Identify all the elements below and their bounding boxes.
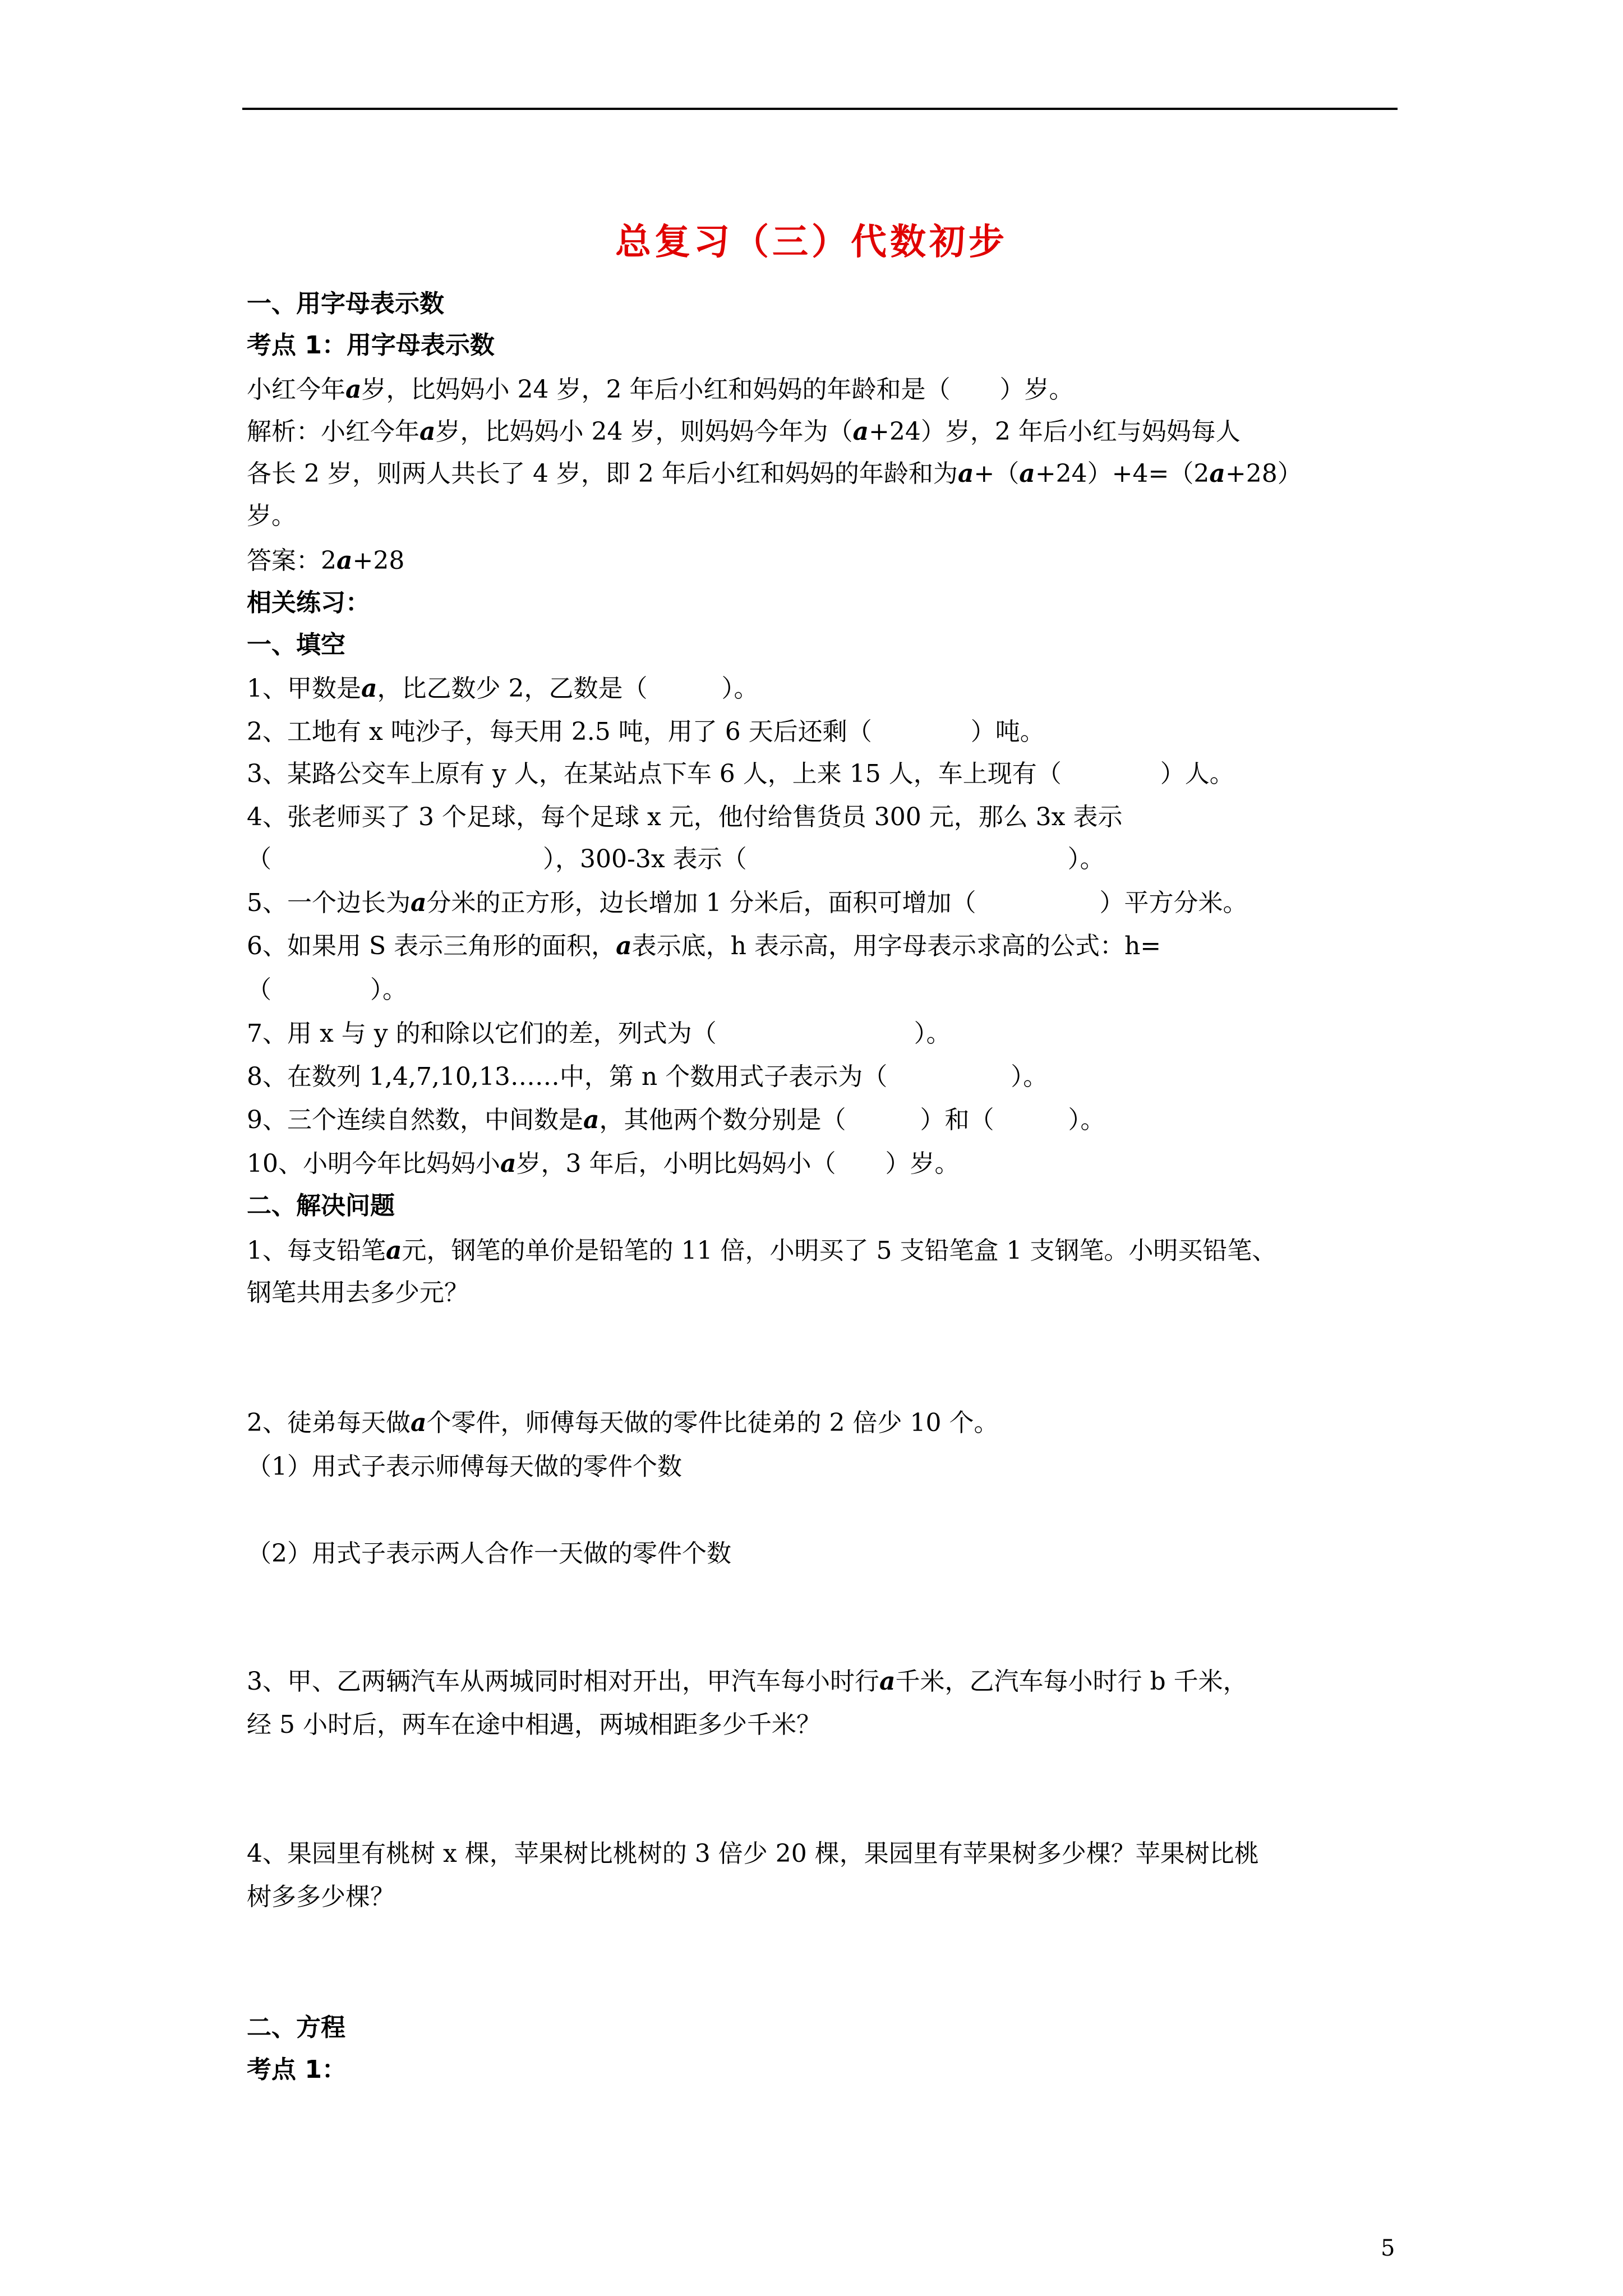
fill-item-4-cont: （ ），300-3x 表示（ ）。 [247, 845, 1105, 873]
exam-point-2: 考点 1： [247, 2055, 347, 2084]
problem-3-cont: 经 5 小时后，两车在途中相遇，两城相距多少千米？ [247, 1710, 821, 1739]
fill-item-2: 2、工地有 x 吨沙子，每天用 2.5 吨，用了 6 天后还剩（ ）吨。 [247, 717, 1045, 746]
fill-item-6-cont: （ ）。 [247, 976, 407, 1004]
problem-4: 4、果园里有桃树 x 棵，苹果树比桃树的 3 倍少 20 棵，果园里有苹果树多少棵？苹果树比桃 [247, 1839, 1259, 1868]
fill-blank-heading: 一、填空 [247, 631, 345, 659]
problem-1: 1、每支铅笔a元，钢笔的单价是铅笔的 11 倍，小明买了 5 支铅笔盒 1 支钢笔。小明买铅笔、 [247, 1236, 1277, 1265]
fill-item-9: 9、三个连续自然数，中间数是a，其他两个数分别是（ ）和（ ）。 [247, 1106, 1105, 1134]
analysis-line-1: 解析：小红今年a岁，比妈妈小 24 岁，则妈妈今年为（a+24）岁，2 年后小红与妈妈每人 [247, 417, 1241, 446]
related-practice-heading: 相关练习： [247, 588, 370, 617]
fill-item-1: 1、甲数是a，比乙数少 2，乙数是（ ）。 [247, 674, 759, 703]
section-heading-1: 一、用字母表示数 [247, 289, 444, 318]
fill-item-5: 5、一个边长为a分米的正方形，边长增加 1 分米后，面积可增加（ ）平方分米。 [247, 889, 1248, 917]
problem-2-part-2: （2）用式子表示两人合作一天做的零件个数 [247, 1539, 731, 1568]
fill-item-7: 7、用 x 与 y 的和除以它们的差，列式为（ ）。 [247, 1019, 951, 1048]
problem-1-cont: 钢笔共用去多少元？ [247, 1278, 469, 1307]
page-number: 5 [1381, 2235, 1395, 2261]
fill-item-4: 4、张老师买了 3 个足球，每个足球 x 元，他付给售货员 300 元，那么 3x 表示 [247, 803, 1123, 831]
example-question: 小红今年a岁，比妈妈小 24 岁，2 年后小红和妈妈的年龄和是（ ）岁。 [247, 375, 1074, 404]
analysis-line-2: 各长 2 岁，则两人共长了 4 岁，即 2 年后小红和妈妈的年龄和为a+（a+24）+4=（2a+28） [247, 459, 1302, 488]
problem-solving-heading: 二、解决问题 [247, 1191, 395, 1220]
problem-3: 3、甲、乙两辆汽车从两城同时相对开出，甲汽车每小时行a千米，乙汽车每小时行 b 千米， [247, 1667, 1248, 1696]
analysis-line-3: 岁。 [247, 501, 296, 530]
fill-item-3: 3、某路公交车上原有 y 人，在某站点下车 6 人，上来 15 人，车上现有（ ）人。 [247, 760, 1234, 788]
fill-item-10: 10、小明今年比妈妈小a岁，3 年后，小明比妈妈小（ ）岁。 [247, 1149, 960, 1178]
problem-2: 2、徒弟每天做a个零件，师傅每天做的零件比徒弟的 2 倍少 10 个。 [247, 1409, 999, 1437]
problem-2-part-1: （1）用式子表示师傅每天做的零件个数 [247, 1452, 682, 1481]
page-title: 总复习（三）代数初步 [615, 222, 1008, 263]
problem-4-cont: 树多多少棵？ [247, 1883, 395, 1911]
header-rule [242, 108, 1398, 110]
answer-line: 答案：2a+28 [247, 546, 405, 575]
section-heading-2: 二、方程 [247, 2013, 345, 2042]
fill-item-8: 8、在数列 1,4,7,10,13……中，第 n 个数用式子表示为（ ）。 [247, 1062, 1048, 1091]
fill-item-6: 6、如果用 S 表示三角形的面积，a表示底，h 表示高，用字母表示求高的公式：h= [247, 932, 1161, 960]
exam-point-1: 考点 1：用字母表示数 [247, 331, 495, 360]
